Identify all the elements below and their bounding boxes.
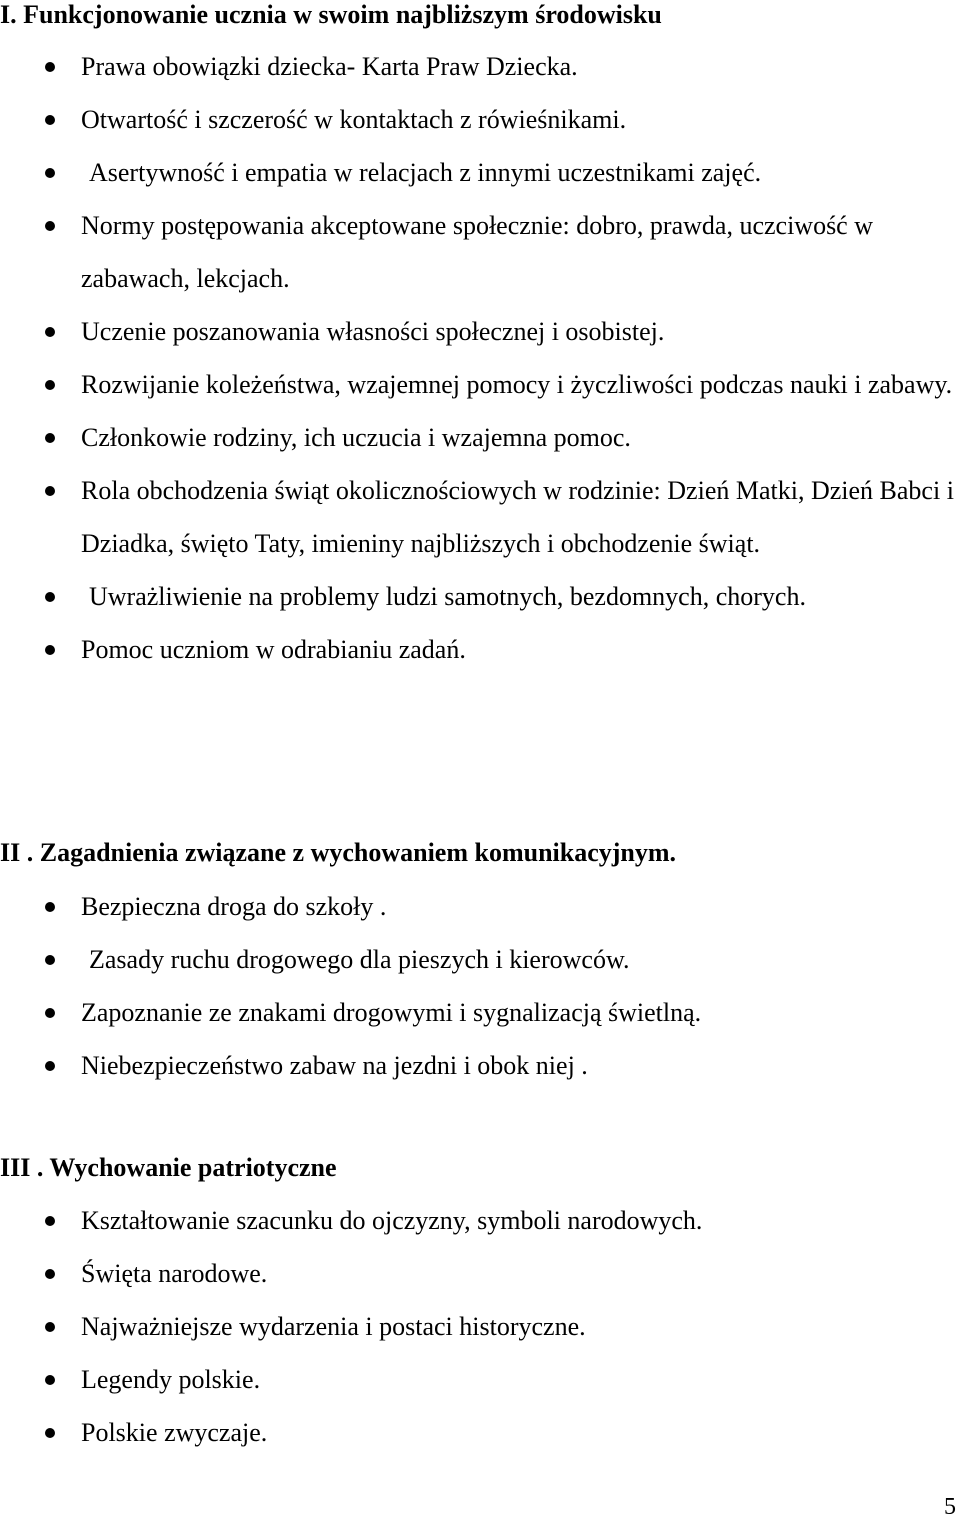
list-item (0, 93, 960, 146)
list-item-text: Otwartość i szczerość w kontaktach z rówieśnikami. (81, 105, 627, 134)
bullet-icon (45, 645, 55, 655)
list-item (0, 1406, 960, 1459)
section-2-list (0, 880, 960, 1092)
list-item (0, 305, 960, 358)
bullet-icon (45, 115, 55, 125)
list-item (0, 411, 960, 464)
page-number: 5 (944, 1494, 956, 1520)
bullet-icon (45, 486, 55, 496)
bullet-icon (45, 1428, 55, 1438)
bullet-icon (45, 380, 55, 390)
list-item (0, 933, 960, 986)
list-item (0, 1039, 960, 1092)
list-item-text: Asertywność i empatia w relacjach z innymi uczestnikami zajęć. (89, 158, 762, 187)
section-3-heading: III . Wychowanie patriotyczne (0, 1153, 337, 1182)
list-item-text: Pomoc uczniom w odrabianiu zadań. (81, 635, 466, 664)
list-item-text: Bezpieczna droga do szkoły . (81, 892, 387, 921)
bullet-icon (45, 592, 55, 602)
list-item (0, 146, 960, 199)
list-item (0, 1194, 960, 1247)
bullet-icon (45, 1322, 55, 1332)
list-item (0, 1353, 960, 1406)
bullet-icon (45, 955, 55, 965)
bullet-icon (45, 1216, 55, 1226)
list-item-text: Legendy polskie. (81, 1365, 261, 1394)
list-item (0, 1247, 960, 1300)
list-item-text: Zapoznanie ze znakami drogowymi i sygnalizacją świetlną. (81, 998, 702, 1027)
section-2-heading: II . Zagadnienia związane z wychowaniem komunikacyjnym. (0, 838, 677, 867)
list-item-text: Święta narodowe. (81, 1259, 268, 1288)
list-item (0, 199, 960, 305)
list-item-text: Kształtowanie szacunku do ojczyzny, symboli narodowych. (81, 1206, 703, 1235)
list-item-text: Normy postępowania akceptowane społecznie: dobro, prawda, uczciwość w zabawach, lekcjach. (81, 211, 873, 293)
bullet-icon (45, 1008, 55, 1018)
list-item-text: Polskie zwyczaje. (81, 1418, 268, 1447)
bullet-icon (45, 221, 55, 231)
bullet-icon (45, 1269, 55, 1279)
list-item (0, 464, 960, 570)
list-item-text: Uwrażliwienie na problemy ludzi samotnych, bezdomnych, chorych. (89, 582, 806, 611)
section-1-heading: I. Funkcjonowanie ucznia w swoim najbliższym środowisku (0, 0, 662, 29)
list-item (0, 570, 960, 623)
list-item (0, 40, 960, 93)
list-item-text: Najważniejsze wydarzenia i postaci historyczne. (81, 1312, 586, 1341)
list-item (0, 358, 960, 411)
list-item-text: Uczenie poszanowania własności społecznej i osobistej. (81, 317, 665, 346)
bullet-icon (45, 433, 55, 443)
section-1-list (0, 40, 960, 676)
list-item-text: Rola obchodzenia świąt okolicznościowych w rodzinie: Dzień Matki, Dzień Babci i Dziadka, święto Taty, imieniny najbliższych i obchodzenie świąt. (81, 476, 954, 558)
bullet-icon (45, 62, 55, 72)
list-item-text: Zasady ruchu drogowego dla pieszych i kierowców. (89, 945, 630, 974)
bullet-icon (45, 902, 55, 912)
section-3-list (0, 1194, 960, 1459)
list-item-text: Członkowie rodziny, ich uczucia i wzajemna pomoc. (81, 423, 631, 452)
list-item (0, 986, 960, 1039)
list-item (0, 1300, 960, 1353)
bullet-icon (45, 327, 55, 337)
bullet-icon (45, 168, 55, 178)
list-item (0, 623, 960, 676)
bullet-icon (45, 1375, 55, 1385)
list-item (0, 880, 960, 933)
list-item-text: Prawa obowiązki dziecka- Karta Praw Dziecka. (81, 52, 578, 81)
bullet-icon (45, 1061, 55, 1071)
list-item-text: Rozwijanie koleżeństwa, wzajemnej pomocy i życzliwości podczas nauki i zabawy. (81, 370, 953, 399)
list-item-text: Niebezpieczeństwo zabaw na jezdni i obok niej . (81, 1051, 588, 1080)
